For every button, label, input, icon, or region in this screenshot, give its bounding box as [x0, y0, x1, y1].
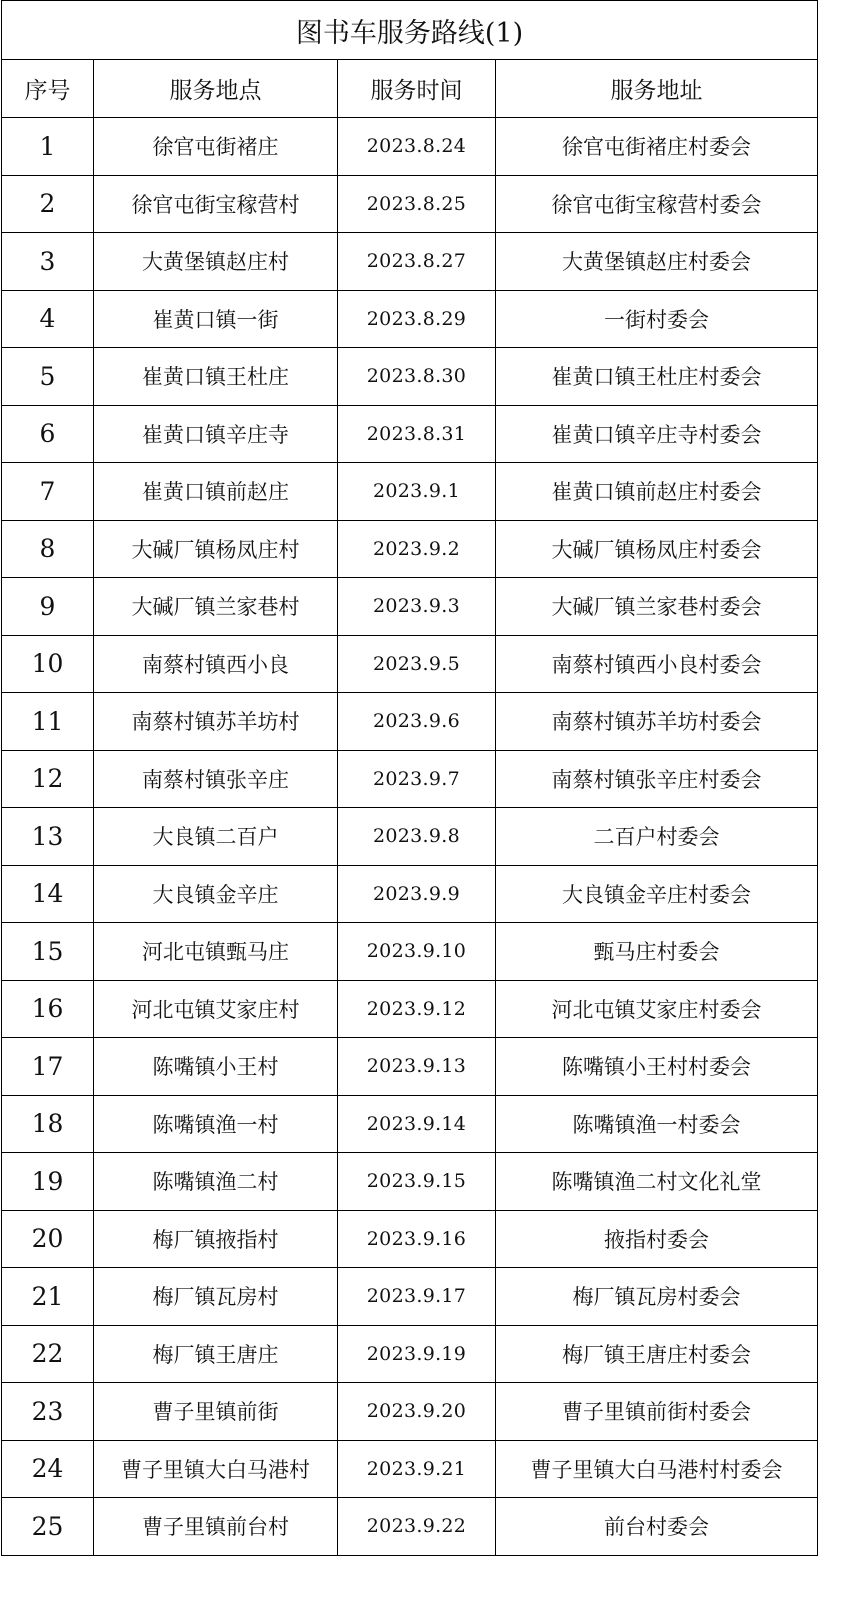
service-place-cell: 崔黄口镇辛庄寺: [94, 405, 338, 463]
service-time-cell: 2023.9.6: [338, 693, 496, 751]
row-number-cell: 21: [2, 1268, 94, 1326]
service-time-cell: 2023.8.31: [338, 405, 496, 463]
service-time-cell: 2023.9.21: [338, 1440, 496, 1498]
service-address-cell: 前台村委会: [496, 1498, 818, 1556]
row-number-cell: 16: [2, 980, 94, 1038]
service-time-cell: 2023.9.5: [338, 635, 496, 693]
service-place-cell: 河北屯镇甄马庄: [94, 923, 338, 981]
service-time-cell: 2023.8.27: [338, 233, 496, 291]
table-row: [2, 233, 818, 291]
table-row: [2, 118, 818, 176]
service-address-cell: 甄马庄村委会: [496, 923, 818, 981]
service-time-cell: 2023.9.20: [338, 1383, 496, 1441]
table-row: [2, 1325, 818, 1383]
table-row: [2, 1383, 818, 1441]
service-time-cell: 2023.9.15: [338, 1153, 496, 1211]
table-row: [2, 348, 818, 406]
service-address-cell: 掖指村委会: [496, 1210, 818, 1268]
service-time-cell: 2023.9.2: [338, 520, 496, 578]
service-address-cell: 大良镇金辛庄村委会: [496, 865, 818, 923]
service-place-cell: 崔黄口镇前赵庄: [94, 463, 338, 521]
service-address-cell: 徐官屯街宝稼营村委会: [496, 175, 818, 233]
table-row: [2, 980, 818, 1038]
row-number-cell: 1: [2, 118, 94, 176]
row-number-cell: 20: [2, 1210, 94, 1268]
service-time-cell: 2023.9.14: [338, 1095, 496, 1153]
service-address-cell: 大碱厂镇兰家巷村委会: [496, 578, 818, 636]
service-time-cell: 2023.9.1: [338, 463, 496, 521]
row-number-cell: 3: [2, 233, 94, 291]
service-place-cell: 大碱厂镇杨凤庄村: [94, 520, 338, 578]
table-row: [2, 693, 818, 751]
service-time-cell: 2023.9.17: [338, 1268, 496, 1326]
service-time-cell: 2023.8.25: [338, 175, 496, 233]
service-address-cell: 二百户村委会: [496, 808, 818, 866]
service-place-cell: 南蔡村镇张辛庄: [94, 750, 338, 808]
service-time-cell: 2023.9.8: [338, 808, 496, 866]
service-address-cell: 崔黄口镇辛庄寺村委会: [496, 405, 818, 463]
service-time-cell: 2023.8.24: [338, 118, 496, 176]
service-time-cell: 2023.8.29: [338, 290, 496, 348]
service-time-cell: 2023.9.9: [338, 865, 496, 923]
service-address-cell: 崔黄口镇前赵庄村委会: [496, 463, 818, 521]
service-address-cell: 陈嘴镇渔一村委会: [496, 1095, 818, 1153]
row-number-cell: 12: [2, 750, 94, 808]
service-address-cell: 南蔡村镇张辛庄村委会: [496, 750, 818, 808]
service-address-cell: 崔黄口镇王杜庄村委会: [496, 348, 818, 406]
service-place-cell: 陈嘴镇渔一村: [94, 1095, 338, 1153]
column-header-no: 序号: [2, 60, 94, 118]
table-row: [2, 1498, 818, 1556]
table-row: [2, 1268, 818, 1326]
service-place-cell: 大碱厂镇兰家巷村: [94, 578, 338, 636]
service-time-cell: 2023.9.13: [338, 1038, 496, 1096]
service-place-cell: 梅厂镇瓦房村: [94, 1268, 338, 1326]
table-row: [2, 578, 818, 636]
service-address-cell: 一街村委会: [496, 290, 818, 348]
table-row: [2, 750, 818, 808]
service-place-cell: 大黄堡镇赵庄村: [94, 233, 338, 291]
column-header-time: 服务时间: [338, 60, 496, 118]
table-row: [2, 463, 818, 521]
route-document: [1, 0, 819, 1556]
column-header-address: 服务地址: [496, 60, 818, 118]
table-row: [2, 808, 818, 866]
service-time-cell: 2023.9.3: [338, 578, 496, 636]
service-address-cell: 大碱厂镇杨凤庄村委会: [496, 520, 818, 578]
service-place-cell: 陈嘴镇小王村: [94, 1038, 338, 1096]
row-number-cell: 22: [2, 1325, 94, 1383]
title-row: [2, 1, 818, 60]
service-place-cell: 曹子里镇大白马港村: [94, 1440, 338, 1498]
table-row: [2, 1038, 818, 1096]
service-place-cell: 河北屯镇艾家庄村: [94, 980, 338, 1038]
service-address-cell: 曹子里镇前街村委会: [496, 1383, 818, 1441]
route-table: [1, 0, 818, 1556]
table-row: [2, 1095, 818, 1153]
service-place-cell: 陈嘴镇渔二村: [94, 1153, 338, 1211]
service-address-cell: 梅厂镇王唐庄村委会: [496, 1325, 818, 1383]
table-row: [2, 290, 818, 348]
row-number-cell: 19: [2, 1153, 94, 1211]
service-time-cell: 2023.8.30: [338, 348, 496, 406]
row-number-cell: 18: [2, 1095, 94, 1153]
service-place-cell: 南蔡村镇苏羊坊村: [94, 693, 338, 751]
row-number-cell: 6: [2, 405, 94, 463]
row-number-cell: 23: [2, 1383, 94, 1441]
service-time-cell: 2023.9.16: [338, 1210, 496, 1268]
table-row: [2, 923, 818, 981]
table-body: [2, 118, 818, 1556]
table-row: [2, 1440, 818, 1498]
row-number-cell: 2: [2, 175, 94, 233]
service-place-cell: 徐官屯街宝稼营村: [94, 175, 338, 233]
row-number-cell: 17: [2, 1038, 94, 1096]
service-place-cell: 曹子里镇前街: [94, 1383, 338, 1441]
table-row: [2, 1210, 818, 1268]
service-place-cell: 大良镇二百户: [94, 808, 338, 866]
row-number-cell: 11: [2, 693, 94, 751]
table-row: [2, 1153, 818, 1211]
service-place-cell: 梅厂镇王唐庄: [94, 1325, 338, 1383]
service-place-cell: 大良镇金辛庄: [94, 865, 338, 923]
table-row: [2, 405, 818, 463]
table-row: [2, 635, 818, 693]
service-address-cell: 曹子里镇大白马港村村委会: [496, 1440, 818, 1498]
service-address-cell: 大黄堡镇赵庄村委会: [496, 233, 818, 291]
service-place-cell: 曹子里镇前台村: [94, 1498, 338, 1556]
row-number-cell: 7: [2, 463, 94, 521]
service-time-cell: 2023.9.22: [338, 1498, 496, 1556]
service-address-cell: 徐官屯街褚庄村委会: [496, 118, 818, 176]
service-address-cell: 陈嘴镇渔二村文化礼堂: [496, 1153, 818, 1211]
row-number-cell: 14: [2, 865, 94, 923]
header-row: [2, 60, 818, 118]
table-row: [2, 520, 818, 578]
row-number-cell: 8: [2, 520, 94, 578]
row-number-cell: 5: [2, 348, 94, 406]
row-number-cell: 15: [2, 923, 94, 981]
table-title: 图书车服务路线(1): [2, 1, 818, 60]
service-address-cell: 南蔡村镇西小良村委会: [496, 635, 818, 693]
service-time-cell: 2023.9.12: [338, 980, 496, 1038]
service-place-cell: 南蔡村镇西小良: [94, 635, 338, 693]
service-place-cell: 崔黄口镇王杜庄: [94, 348, 338, 406]
service-time-cell: 2023.9.7: [338, 750, 496, 808]
service-place-cell: 徐官屯街褚庄: [94, 118, 338, 176]
service-address-cell: 梅厂镇瓦房村委会: [496, 1268, 818, 1326]
table-row: [2, 865, 818, 923]
service-address-cell: 陈嘴镇小王村村委会: [496, 1038, 818, 1096]
table-row: [2, 175, 818, 233]
row-number-cell: 4: [2, 290, 94, 348]
row-number-cell: 13: [2, 808, 94, 866]
row-number-cell: 25: [2, 1498, 94, 1556]
service-address-cell: 河北屯镇艾家庄村委会: [496, 980, 818, 1038]
service-time-cell: 2023.9.19: [338, 1325, 496, 1383]
service-place-cell: 崔黄口镇一街: [94, 290, 338, 348]
service-place-cell: 梅厂镇掖指村: [94, 1210, 338, 1268]
service-address-cell: 南蔡村镇苏羊坊村委会: [496, 693, 818, 751]
row-number-cell: 10: [2, 635, 94, 693]
service-time-cell: 2023.9.10: [338, 923, 496, 981]
row-number-cell: 24: [2, 1440, 94, 1498]
row-number-cell: 9: [2, 578, 94, 636]
column-header-place: 服务地点: [94, 60, 338, 118]
